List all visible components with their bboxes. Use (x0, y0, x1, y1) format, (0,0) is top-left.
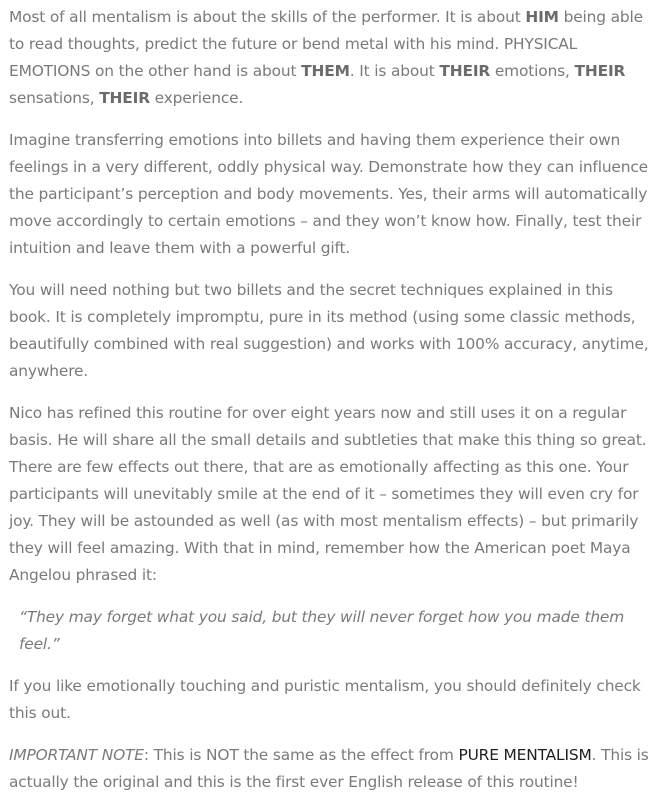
important-note-label: IMPORTANT NOTE (9, 746, 144, 764)
emphasis-him: HIM (525, 8, 559, 26)
important-note-text-2: . This is actually the original and this is the first ever English release of this routine! (9, 746, 649, 791)
emphasis-them: THEM (301, 62, 350, 80)
effect-description-paragraph: Imagine transferring emotions into billets and having them experience their own feelings in a very different, oddly physical way. Demonstrate how they can influence the participant’s perception and body movements. Yes, their arms will automatically move accordingly to certain emotions – and they won’t know how. Finally, test their intuition and leave them with a powerful gift. (9, 131, 648, 257)
intro-text-3: . It is about (349, 62, 440, 80)
intro-text-2: being able to read thoughts, predict the future or bend metal with his mind. PHYSICAL EMOTIONS on the other hand is about (9, 8, 643, 80)
intro-paragraph (9, 4, 653, 112)
important-note-paragraph (9, 742, 653, 796)
intro-text-6: experience. (149, 89, 244, 107)
author-paragraph: Nico has refined this routine for over eight years now and still uses it on a regular basis. He will share all the small details and subtleties that make this thing so great. There are few effects out there, that are as emotionally affecting as this one. Your participants will unevitably smile at the end of it – sometimes they will even cry for joy. They will be astounded as well (as with most mentalism effects) – but primarily they will feel amazing. With that in mind, remember how the American poet Maya Angelou phrased it: (9, 404, 647, 584)
emphasis-their-1: THEIR (439, 62, 491, 80)
maya-angelou-quote: “They may forget what you said, but they will never forget how you made them feel.” (19, 608, 625, 653)
recommendation-paragraph: If you like emotionally touching and puristic mentalism, you should definitely check this out. (9, 677, 641, 722)
emphasis-their-3: THEIR (99, 89, 150, 107)
important-note-text-1: : This is NOT the same as the effect from (143, 746, 459, 764)
intro-text-1: Most of all mentalism is about the skills of the performer. It is about (9, 8, 526, 26)
method-paragraph: You will need nothing but two billets and the secret techniques explained in this book. It is completely impromptu, pure in its method (using some classic methods, beautifully combined with real suggestion) and works with 100% accuracy, anytime, anywhere. (9, 281, 649, 380)
emphasis-their-2: THEIR (574, 62, 626, 80)
intro-text-4: emotions, (490, 62, 575, 80)
intro-text-5: sensations, (9, 89, 100, 107)
pure-mentalism-link[interactable]: PURE MENTALISM (458, 746, 592, 764)
